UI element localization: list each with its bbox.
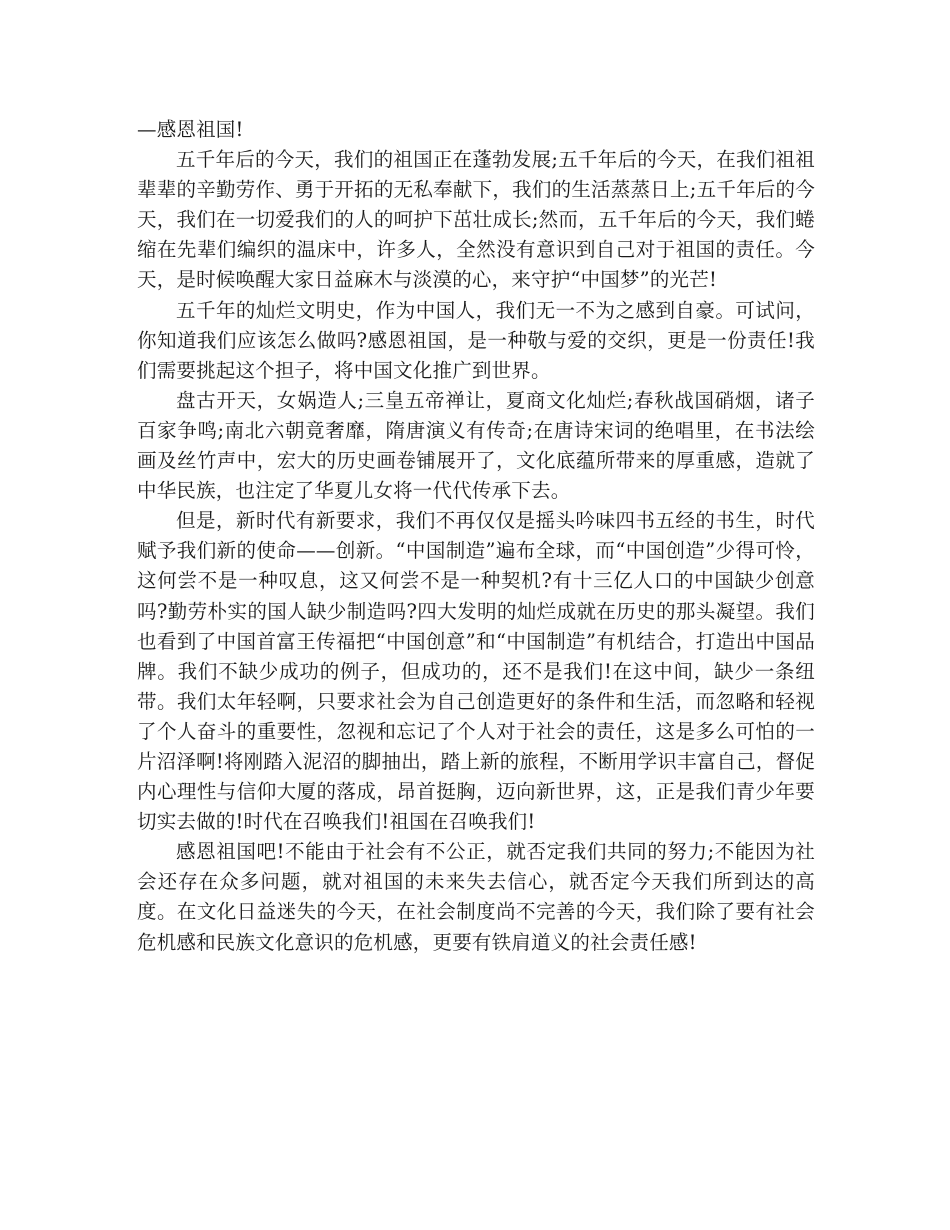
paragraph-2: 五千年的灿烂文明史，作为中国人，我们无一不为之感到自豪。可试问，你知道我们应该怎么做吗?感恩祖国，是一种敬与爱的交织，更是一份责任!我们需要挑起这个担子，将中国文化推广到世界。 xyxy=(137,298,815,382)
lead-line: —感恩祖国! xyxy=(137,118,244,141)
paragraph-4: 但是，新时代有新要求，我们不再仅仅是摇头吟味四书五经的书生，时代赋予我们新的使命——创新。“中国制造”遍布全球，而“中国创造”少得可怜，这何尝不是一种叹息，这又何尝不是一种契机?有十三亿人口的中国缺少创意吗?勤劳朴实的国人缺少制造吗?四大发明的灿烂成就在历史的那头凝望。我们也看到了中国首富王传福把“中国创意”和“中国制造”有机结合，打造出中国品牌。我们不缺少成功的例子，但成功的，还不是我们!在这中间，缺少一条纽带。我们太年轻啊，只要求社会为自己创造更好的条件和生活，而忽略和轻视了个人奋斗的重要性，忽视和忘记了个人对于社会的责任，这是多么可怕的一片沼泽啊!将刚踏入泥沼的脚抽出，踏上新的旅程，不断用学识丰富自己，督促内心理性与信仰大厦的落成，昂首挺胸，迈向新世界，这，正是我们青少年要切实去做的!时代在召唤我们!祖国在召唤我们! xyxy=(137,509,815,834)
paragraph-3: 盘古开天，女娲造人;三皇五帝禅让，夏商文化灿烂;春秋战国硝烟，诸子百家争鸣;南北六朝竟奢靡，隋唐演义有传奇;在唐诗宋词的绝唱里，在书法绘画及丝竹声中，宏大的历史画卷铺展开了，文化底蕴所带来的厚重感，造就了中华民族，也注定了华夏儿女将一代代传承下去。 xyxy=(137,388,815,503)
paragraph-1: 五千年后的今天，我们的祖国正在蓬勃发展;五千年后的今天，在我们祖祖辈辈的辛勤劳作、勇于开拓的无私奉献下，我们的生活蒸蒸日上;五千年后的今天，我们在一切爱我们的人的呵护下茁壮成长;然而，五千年后的今天，我们蜷缩在先辈们编织的温床中，许多人，全然没有意识到自己对于祖国的责任。今天，是时候唤醒大家日益麻木与淡漠的心，来守护“中国梦”的光芒! xyxy=(137,148,815,292)
paragraph-5: 感恩祖国吧!不能由于社会有不公正，就否定我们共同的努力;不能因为社会还存在众多问题，就对祖国的未来失去信心，就否定今天我们所到达的高度。在文化日益迷失的今天，在社会制度尚不完善的今天，我们除了要有社会危机感和民族文化意识的危机感，更要有铁肩道义的社会责任感! xyxy=(137,840,815,954)
document-body xyxy=(137,115,815,958)
